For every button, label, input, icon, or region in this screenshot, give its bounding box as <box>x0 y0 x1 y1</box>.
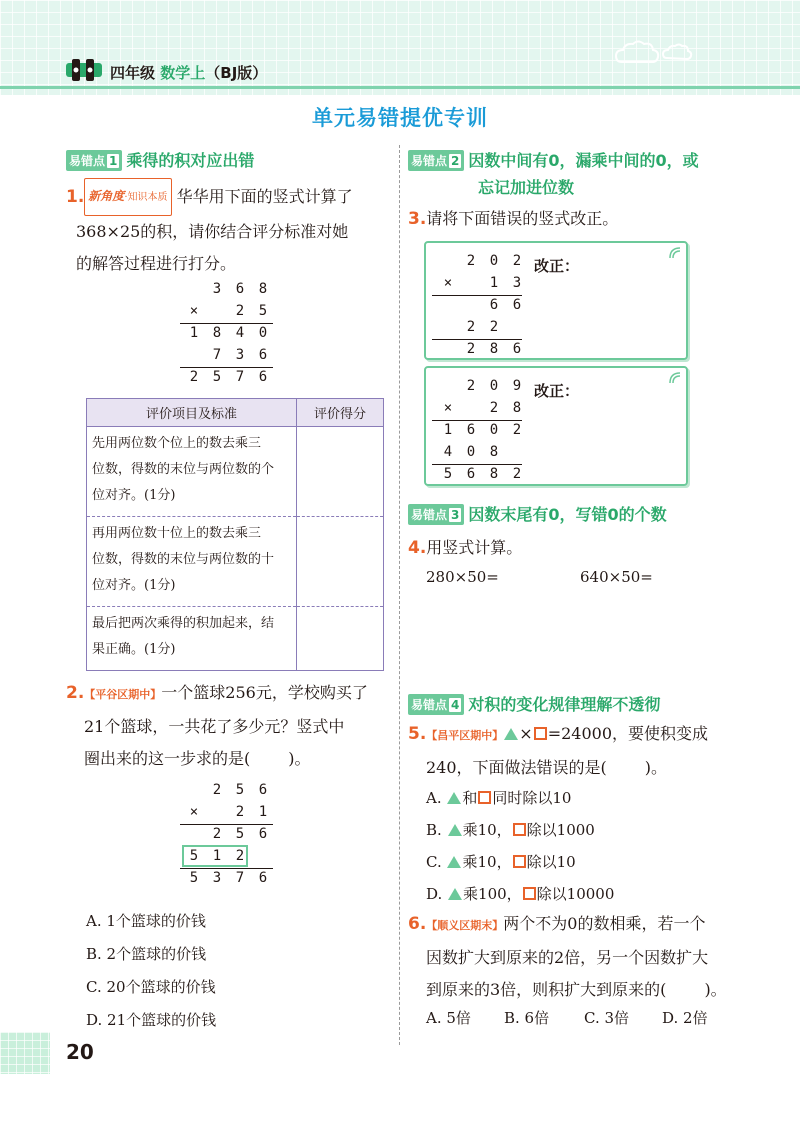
q6-option-b[interactable]: B. 6倍 <box>504 1009 550 1027</box>
question-1 <box>66 178 392 280</box>
score-cell[interactable] <box>297 427 384 517</box>
q2-option-d[interactable]: D. 21个篮球的价钱 <box>86 1011 217 1029</box>
question-6-number: 6. <box>408 914 427 934</box>
section-1-badge: 易错点 1 <box>66 150 122 171</box>
logo-icon <box>66 57 102 83</box>
question-6-text-line3: 到原来的3倍，则积扩大到原来的( )。 <box>426 980 727 999</box>
section-2-heading <box>408 148 699 171</box>
header-line <box>0 86 800 89</box>
question-4-number: 4. <box>408 538 427 558</box>
section-4-title: 对积的变化规律理解不透彻 <box>468 695 661 714</box>
page-title: 单元易错提优专训 <box>312 106 488 130</box>
q2-option-c[interactable]: C. 20个篮球的价钱 <box>86 978 216 996</box>
table-header-criteria: 评价项目及标准 <box>87 399 297 427</box>
triangle-icon <box>447 856 461 868</box>
corner-flourish-icon <box>668 246 682 260</box>
section-1-heading <box>66 148 254 171</box>
column-divider <box>399 145 400 1045</box>
question-6-text-line2: 因数扩大到原来的2倍，另一个因数扩大 <box>426 948 709 967</box>
criteria-cell: 先用两位数个位上的数去乘三 位数，得数的末位与两位数的个 位对齐。(1分) <box>87 427 297 517</box>
q5-option-c[interactable]: C. 乘10， 除以10 <box>426 853 576 871</box>
section-3-title: 因数末尾有0，写错0的个数 <box>468 505 667 524</box>
question-5: 5.【昌平区期中】 × =24000，要使积变成 240，下面做法错误的是( )。 <box>408 718 730 784</box>
question-1-number: 1. <box>66 187 85 207</box>
subject-label: 数学上 <box>160 64 206 82</box>
section-2-title-line1: 因数中间有0，漏乘中间的0，或 <box>468 151 699 170</box>
question-4 <box>408 532 522 564</box>
q5-option-d[interactable]: D. 乘100， 除以10000 <box>426 885 615 903</box>
question-5-tag: 【昌平区期中】 <box>426 729 504 742</box>
question-3-text: 请将下面错误的竖式改正。 <box>426 209 619 228</box>
triangle-icon <box>448 888 462 900</box>
triangle-icon <box>448 824 462 836</box>
edition-label: （BJ版） <box>205 64 268 82</box>
triangle-icon <box>504 728 518 740</box>
square-icon <box>513 823 526 836</box>
q6-option-a[interactable]: A. 5倍 <box>426 1009 471 1027</box>
question-2-text-line1: 一个篮球256元，学校购买了 <box>161 683 368 702</box>
question-2-text-line3: 圈出来的这一步求的是( )。 <box>84 749 311 768</box>
square-icon <box>523 887 536 900</box>
section-2-badge: 易错点 2 <box>408 150 464 171</box>
score-cell[interactable] <box>297 607 384 671</box>
square-icon <box>478 791 491 804</box>
section-3-heading <box>408 502 667 525</box>
score-cell[interactable] <box>297 517 384 607</box>
question-2-text-line2: 21个篮球，一共花了多少元？竖式中 <box>84 717 345 736</box>
q2-option-b[interactable]: B. 2个篮球的价钱 <box>86 945 207 963</box>
correction-box-1[interactable]: 2 0 2 × 1 3 6 6 2 2 2 8 6 改正： <box>424 241 688 360</box>
question-4-text: 用竖式计算。 <box>426 538 523 557</box>
question-1-text-line3: 的解答过程进行打分。 <box>76 254 237 273</box>
question-6 <box>408 908 730 1006</box>
triangle-icon <box>447 792 461 804</box>
grade-label: 四年级 <box>110 64 156 82</box>
question-3-number: 3. <box>408 209 427 229</box>
table-header-row <box>87 399 384 427</box>
question-1-vertical-calculation: 3 6 8 × 2 5 1 8 4 0 7 3 6 2 5 7 6 <box>180 277 280 397</box>
q4-expression-2: 640×50= <box>580 568 653 586</box>
table-row <box>87 607 384 671</box>
criteria-cell: 最后把两次乘得的积加起来，结 果正确。(1分) <box>87 607 297 671</box>
table-row <box>87 517 384 607</box>
question-1-tag: 新角度·知识本质 <box>84 178 171 216</box>
table-row <box>87 427 384 517</box>
question-2-tag: 【平谷区期中】 <box>84 688 162 701</box>
correction-label: 改正： <box>534 382 580 400</box>
q6-option-c[interactable]: C. 3倍 <box>584 1009 630 1027</box>
question-2 <box>66 677 392 775</box>
question-2-vertical-calculation: 2 5 6 × 2 1 2 5 6 5 1 2 5 3 7 6 <box>180 778 280 898</box>
question-3 <box>408 203 618 235</box>
q5-option-a[interactable]: A. 和 同时除以10 <box>426 789 572 807</box>
cloud-decoration-icon <box>612 38 702 70</box>
question-5-number: 5. <box>408 724 427 744</box>
book-header <box>110 62 267 83</box>
section-4-badge: 易错点 4 <box>408 694 464 715</box>
question-1-text-line1: 华华用下面的竖式计算了 <box>176 187 353 206</box>
q5-option-b[interactable]: B. 乘10， 除以1000 <box>426 821 595 839</box>
question-6-text-line1: 两个不为0的数相乘，若一个 <box>503 914 706 933</box>
question-2-number: 2. <box>66 683 85 703</box>
question-6-tag: 【顺义区期末】 <box>426 919 504 932</box>
correction-label: 改正： <box>534 257 580 275</box>
table-header-score: 评价得分 <box>297 399 384 427</box>
question-5-text-line2: 240，下面做法错误的是( )。 <box>426 758 668 777</box>
q2-option-a[interactable]: A. 1个篮球的价钱 <box>86 912 206 930</box>
section-3-badge: 易错点 3 <box>408 504 464 525</box>
corner-flourish-icon <box>668 371 682 385</box>
section-1-title: 乘得的积对应出错 <box>126 151 255 170</box>
correction-box-2[interactable]: 2 0 9 × 2 8 1 6 0 2 4 0 8 5 6 8 2 改正： <box>424 366 688 486</box>
section-2-title-line2: 忘记加进位数 <box>478 178 575 197</box>
section-4-heading <box>408 692 660 715</box>
square-icon <box>513 855 526 868</box>
q4-expression-1: 280×50= <box>426 568 499 586</box>
square-icon <box>534 727 547 740</box>
q6-option-d[interactable]: D. 2倍 <box>662 1009 708 1027</box>
page-number-band <box>0 1032 50 1074</box>
question-1-text-line2: 368×25的积，请你结合评分标准对她 <box>76 222 349 241</box>
criteria-cell: 再用两位数十位上的数去乘三 位数，得数的末位与两位数的十 位对齐。(1分) <box>87 517 297 607</box>
evaluation-table <box>86 398 384 671</box>
page-number: 20 <box>66 1040 94 1064</box>
